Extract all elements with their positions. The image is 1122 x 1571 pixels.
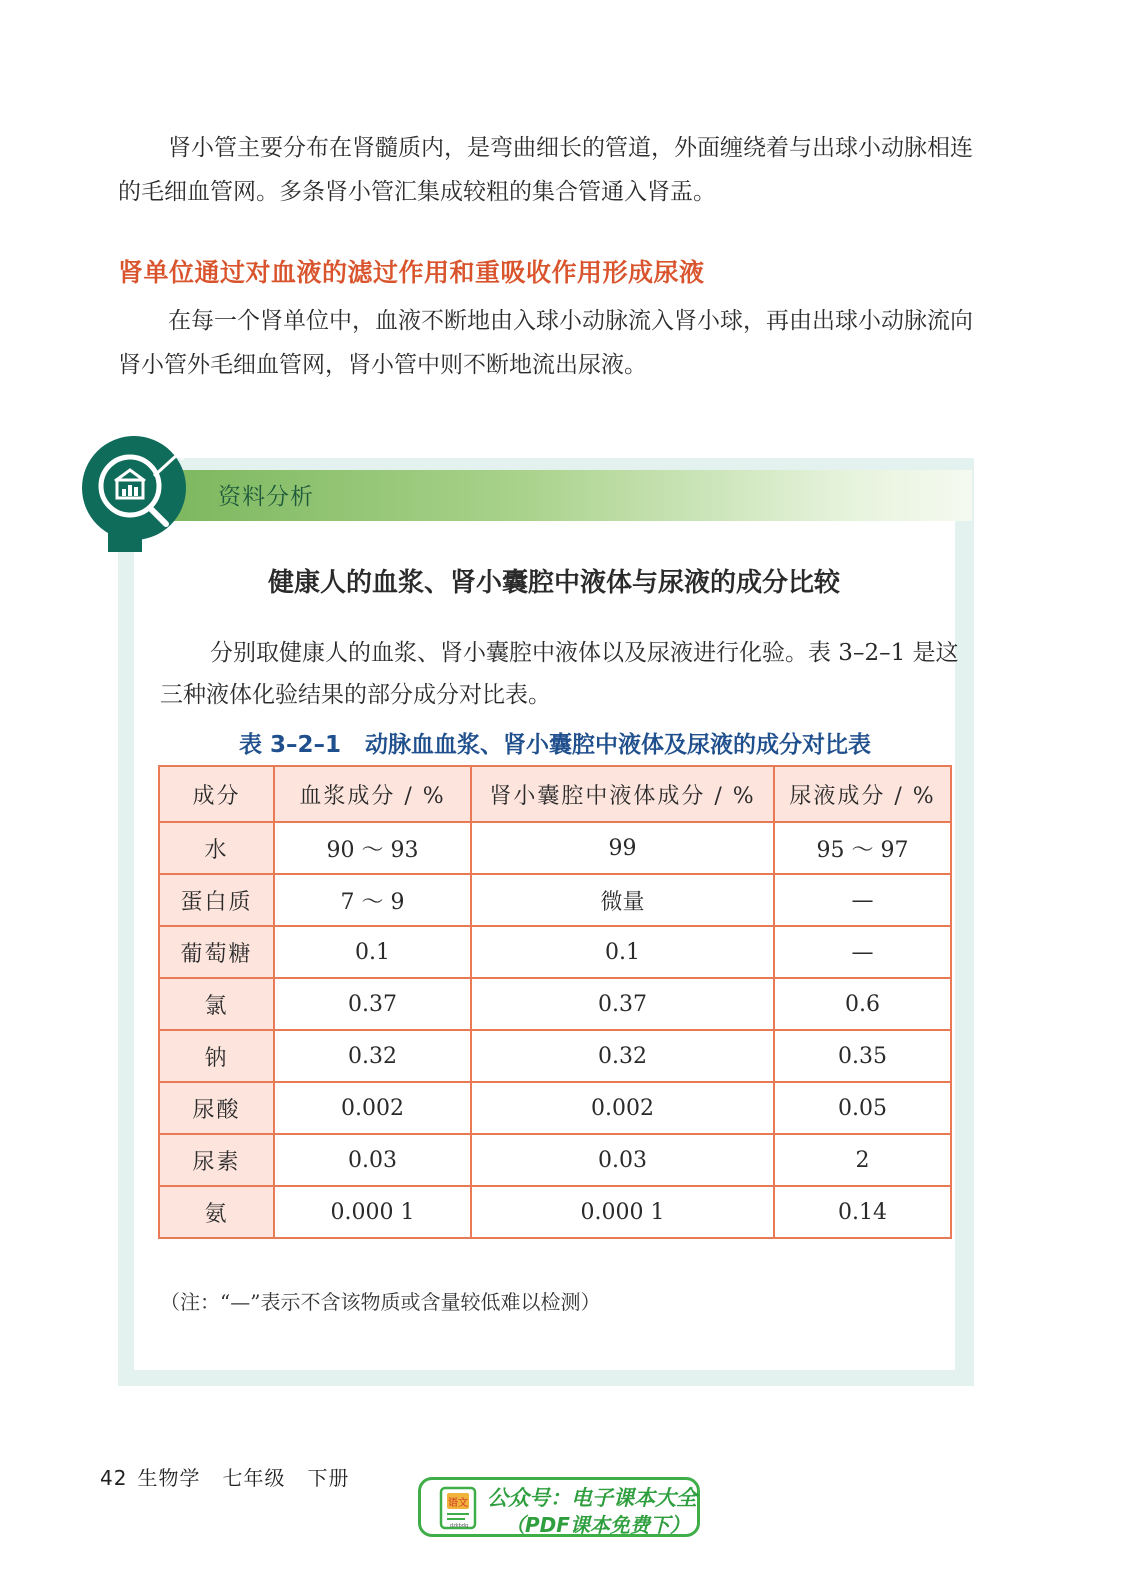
watermark-icon-subtext: dzkbdq [449,1523,469,1529]
table-cell: 0.14 [774,1186,951,1238]
footer-grade: 七年级 [222,1466,286,1490]
header-cell: 尿液成分 / % [774,766,951,822]
table-caption [160,726,950,759]
row-label: 水 [159,822,274,874]
watermark-icon-text: 语文 [448,1498,468,1509]
row-label: 钠 [159,1030,274,1082]
table-cell: 0.002 [274,1082,471,1134]
table-row [159,874,951,926]
section-heading: 肾单位通过对血液的滤过作用和重吸收作用形成尿液 [118,258,705,287]
book-icon [437,1486,481,1530]
table-cell: 0.05 [774,1082,951,1134]
header-cell: 肾小囊腔中液体成分 / % [471,766,774,822]
watermark-line-1: 公众号：电子课本大全 [487,1486,697,1510]
header-cell: 血浆成分 / % [274,766,471,822]
analysis-chart-icon [82,436,194,556]
box-intro-paragraph: 分别取健康人的血浆、肾小囊腔中液体以及尿液进行化验。表 3–2–1 是这三种液体化验结果的部分成分对比表。 [160,640,959,708]
table-cell: 0.000 1 [274,1186,471,1238]
composition-table [158,765,952,1239]
table-caption-text: 动脉血血浆、肾小囊腔中液体及尿液的成分对比表 [365,732,872,758]
table-cell: 2 [774,1134,951,1186]
row-label: 葡萄糖 [159,926,274,978]
page-footer [100,1462,349,1491]
table-cell: 0.6 [774,978,951,1030]
table-cell: 0.03 [274,1134,471,1186]
data-analysis-label: 资料分析 [218,484,314,510]
table-cell: 0.37 [274,978,471,1030]
table-cell: 0.35 [774,1030,951,1082]
paragraph-urine-formation: 在每一个肾单位中，血液不断地由入球小动脉流入肾小球，再由出球小动脉流向肾小管外毛细血管网，肾小管中则不断地流出尿液。 [118,308,973,378]
header-cell: 成分 [159,766,274,822]
row-label: 氨 [159,1186,274,1238]
table-cell: 0.000 1 [471,1186,774,1238]
paragraph-renal-tubule: 肾小管主要分布在肾髓质内，是弯曲细长的管道，外面缠绕着与出球小动脉相连的毛细血管网。多条肾小管汇集成较粗的集合管通入肾盂。 [118,135,973,205]
footer-volume: 下册 [307,1466,350,1490]
row-label: 尿酸 [159,1082,274,1134]
row-label: 尿素 [159,1134,274,1186]
table-cell: 0.32 [274,1030,471,1082]
table-cell: 微量 [471,874,774,926]
table-cell: 95 ～ 97 [774,822,951,874]
table-header-row [159,766,951,822]
table-cell: 99 [471,822,774,874]
table-caption-number: 表 3–2–1 [238,732,342,758]
table-cell: 7 ～ 9 [274,874,471,926]
table-row [159,1186,951,1238]
table-cell: 0.1 [471,926,774,978]
footer-subject: 生物学 [137,1466,201,1490]
table-row [159,822,951,874]
watermark-line-2: （PDF课本免费下） [505,1513,690,1537]
table-row [159,1030,951,1082]
table-row [159,978,951,1030]
row-label: 氯 [159,978,274,1030]
table-cell: — [774,874,951,926]
watermark-badge [418,1477,700,1537]
row-label: 蛋白质 [159,874,274,926]
table-cell: 0.37 [471,978,774,1030]
table-cell: 0.03 [471,1134,774,1186]
table-cell: 90 ～ 93 [274,822,471,874]
table-row [159,1134,951,1186]
box-title: 健康人的血浆、肾小囊腔中液体与尿液的成分比较 [267,568,840,598]
table-row [159,926,951,978]
table-cell: 0.32 [471,1030,774,1082]
table-row [159,1082,951,1134]
table-cell: — [774,926,951,978]
page-number: 42 [100,1466,128,1490]
table-note: （注：“—”表示不含该物质或含量较低难以检测） [160,1290,601,1314]
table-cell: 0.1 [274,926,471,978]
table-cell: 0.002 [471,1082,774,1134]
